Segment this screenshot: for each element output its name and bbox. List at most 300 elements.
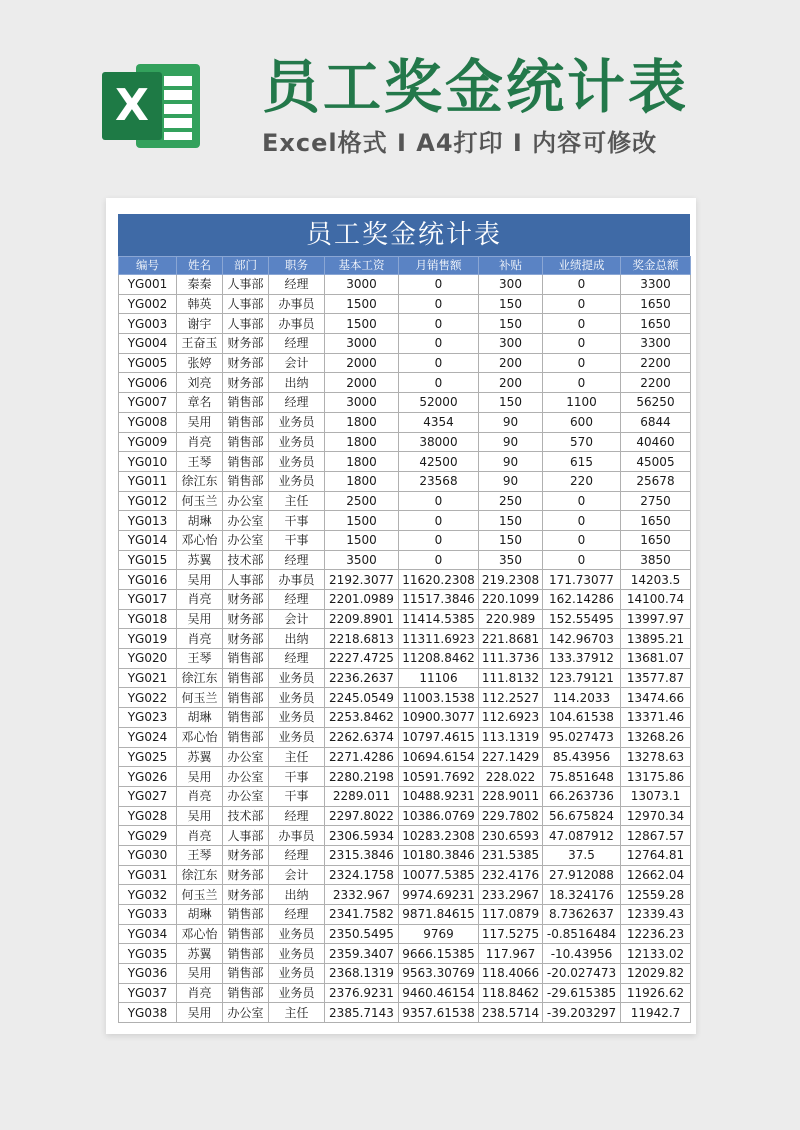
table-cell[interactable]: 1650 (621, 511, 691, 531)
table-cell[interactable]: 350 (479, 550, 543, 570)
table-cell[interactable]: YG035 (119, 944, 177, 964)
table-cell[interactable]: 11106 (399, 668, 479, 688)
table-cell[interactable]: 11517.3846 (399, 590, 479, 610)
table-cell[interactable]: 0 (399, 294, 479, 314)
table-cell[interactable]: 133.37912 (543, 649, 621, 669)
table-cell[interactable]: 经理 (269, 275, 325, 295)
table-cell[interactable]: 0 (543, 294, 621, 314)
table-cell[interactable]: 业务员 (269, 452, 325, 472)
table-cell[interactable]: 117.0879 (479, 905, 543, 925)
table-cell[interactable]: YG036 (119, 964, 177, 984)
table-cell[interactable]: YG009 (119, 432, 177, 452)
table-cell[interactable]: 销售部 (223, 708, 269, 728)
table-cell[interactable]: -39.203297 (543, 1003, 621, 1023)
table-cell[interactable]: YG018 (119, 609, 177, 629)
table-cell[interactable]: 干事 (269, 767, 325, 787)
table-cell[interactable]: 150 (479, 393, 543, 413)
table-cell[interactable]: 办公室 (223, 530, 269, 550)
table-cell[interactable]: 办公室 (223, 747, 269, 767)
table-cell[interactable]: 王琴 (177, 649, 223, 669)
table-cell[interactable]: 4354 (399, 412, 479, 432)
table-cell[interactable]: 10591.7692 (399, 767, 479, 787)
table-cell[interactable]: YG008 (119, 412, 177, 432)
table-cell[interactable]: 业务员 (269, 471, 325, 491)
table-cell[interactable]: 财务部 (223, 353, 269, 373)
table-cell[interactable]: 经理 (269, 905, 325, 925)
table-cell[interactable]: 经理 (269, 845, 325, 865)
table-cell[interactable]: 2332.967 (325, 885, 399, 905)
table-cell[interactable]: 18.324176 (543, 885, 621, 905)
table-cell[interactable]: 办事员 (269, 314, 325, 334)
table-cell[interactable]: YG005 (119, 353, 177, 373)
table-cell[interactable]: 13895.21 (621, 629, 691, 649)
table-cell[interactable]: 业务员 (269, 964, 325, 984)
table-cell[interactable]: 13577.87 (621, 668, 691, 688)
table-cell[interactable]: 11926.62 (621, 983, 691, 1003)
table-cell[interactable]: 财务部 (223, 865, 269, 885)
table-cell[interactable]: YG010 (119, 452, 177, 472)
table-cell[interactable]: 业务员 (269, 668, 325, 688)
table-cell[interactable]: 9871.84615 (399, 905, 479, 925)
table-cell[interactable]: 销售部 (223, 944, 269, 964)
table-cell[interactable]: 13278.63 (621, 747, 691, 767)
table-cell[interactable]: 2253.8462 (325, 708, 399, 728)
table-cell[interactable]: 23568 (399, 471, 479, 491)
table-cell[interactable]: 业务员 (269, 924, 325, 944)
table-cell[interactable]: 经理 (269, 393, 325, 413)
table-cell[interactable]: 10180.3846 (399, 845, 479, 865)
table-cell[interactable]: 10077.5385 (399, 865, 479, 885)
table-cell[interactable]: 2200 (621, 353, 691, 373)
table-cell[interactable]: 人事部 (223, 294, 269, 314)
table-cell[interactable]: 12029.82 (621, 964, 691, 984)
table-cell[interactable]: 干事 (269, 511, 325, 531)
table-cell[interactable]: 财务部 (223, 885, 269, 905)
table-cell[interactable]: 12339.43 (621, 905, 691, 925)
table-cell[interactable]: 2280.2198 (325, 767, 399, 787)
table-cell[interactable]: YG012 (119, 491, 177, 511)
table-cell[interactable]: 销售部 (223, 905, 269, 925)
table-cell[interactable]: 销售部 (223, 452, 269, 472)
table-cell[interactable]: 0 (543, 511, 621, 531)
table-cell[interactable]: 2000 (325, 353, 399, 373)
table-cell[interactable]: 112.2527 (479, 688, 543, 708)
table-cell[interactable]: 14100.74 (621, 590, 691, 610)
table-cell[interactable]: 150 (479, 530, 543, 550)
table-cell[interactable]: 张婷 (177, 353, 223, 373)
table-cell[interactable]: YG025 (119, 747, 177, 767)
table-cell[interactable]: 销售部 (223, 688, 269, 708)
table-cell[interactable]: 销售部 (223, 649, 269, 669)
table-cell[interactable]: 2200 (621, 373, 691, 393)
table-cell[interactable]: 0 (399, 530, 479, 550)
table-cell[interactable]: 300 (479, 275, 543, 295)
table-cell[interactable]: 300 (479, 334, 543, 354)
table-cell[interactable]: 227.1429 (479, 747, 543, 767)
table-cell[interactable]: 220.1099 (479, 590, 543, 610)
table-cell[interactable]: 1100 (543, 393, 621, 413)
table-cell[interactable]: 40460 (621, 432, 691, 452)
table-cell[interactable]: 0 (543, 550, 621, 570)
table-cell[interactable]: 600 (543, 412, 621, 432)
table-cell[interactable]: 66.263736 (543, 786, 621, 806)
table-cell[interactable]: 9563.30769 (399, 964, 479, 984)
table-cell[interactable]: 0 (543, 373, 621, 393)
table-cell[interactable]: 3850 (621, 550, 691, 570)
table-cell[interactable]: 9460.46154 (399, 983, 479, 1003)
table-cell[interactable]: YG013 (119, 511, 177, 531)
table-cell[interactable]: 主任 (269, 491, 325, 511)
table-cell[interactable]: 吴用 (177, 806, 223, 826)
table-cell[interactable]: 118.8462 (479, 983, 543, 1003)
table-cell[interactable]: 117.5275 (479, 924, 543, 944)
table-cell[interactable]: 胡琳 (177, 708, 223, 728)
table-cell[interactable]: 142.96703 (543, 629, 621, 649)
table-cell[interactable]: 干事 (269, 786, 325, 806)
table-cell[interactable]: YG006 (119, 373, 177, 393)
table-cell[interactable]: 2306.5934 (325, 826, 399, 846)
table-cell[interactable]: 经理 (269, 590, 325, 610)
table-cell[interactable]: 1500 (325, 511, 399, 531)
table-cell[interactable]: 1500 (325, 314, 399, 334)
table-cell[interactable]: YG014 (119, 530, 177, 550)
table-cell[interactable]: 技术部 (223, 806, 269, 826)
table-cell[interactable]: 0 (399, 314, 479, 334)
table-cell[interactable]: 570 (543, 432, 621, 452)
table-cell[interactable]: YG003 (119, 314, 177, 334)
table-cell[interactable]: 11620.2308 (399, 570, 479, 590)
table-cell[interactable]: 118.4066 (479, 964, 543, 984)
table-cell[interactable]: 办公室 (223, 767, 269, 787)
table-cell[interactable]: 12867.57 (621, 826, 691, 846)
table-cell[interactable]: 邓心怡 (177, 924, 223, 944)
table-cell[interactable]: 肖亮 (177, 629, 223, 649)
table-cell[interactable]: 9666.15385 (399, 944, 479, 964)
table-cell[interactable]: 42500 (399, 452, 479, 472)
table-cell[interactable]: 人事部 (223, 314, 269, 334)
table-cell[interactable]: 6844 (621, 412, 691, 432)
table-cell[interactable]: 刘亮 (177, 373, 223, 393)
table-cell[interactable]: 3000 (325, 275, 399, 295)
table-cell[interactable]: 220.989 (479, 609, 543, 629)
table-cell[interactable]: YG022 (119, 688, 177, 708)
table-cell[interactable]: 何玉兰 (177, 885, 223, 905)
table-cell[interactable]: 吴用 (177, 767, 223, 787)
table-cell[interactable]: 90 (479, 452, 543, 472)
table-cell[interactable]: 吴用 (177, 1003, 223, 1023)
table-cell[interactable]: 90 (479, 471, 543, 491)
table-cell[interactable]: YG016 (119, 570, 177, 590)
table-cell[interactable]: 2192.3077 (325, 570, 399, 590)
table-cell[interactable]: 13371.46 (621, 708, 691, 728)
table-cell[interactable]: 干事 (269, 530, 325, 550)
table-cell[interactable]: 1500 (325, 294, 399, 314)
table-cell[interactable]: 财务部 (223, 629, 269, 649)
table-cell[interactable]: 业务员 (269, 432, 325, 452)
table-cell[interactable]: 615 (543, 452, 621, 472)
table-cell[interactable]: 销售部 (223, 471, 269, 491)
table-cell[interactable]: 12559.28 (621, 885, 691, 905)
table-cell[interactable]: 2209.8901 (325, 609, 399, 629)
table-cell[interactable]: 75.851648 (543, 767, 621, 787)
table-cell[interactable]: 3300 (621, 334, 691, 354)
table-cell[interactable]: 2227.4725 (325, 649, 399, 669)
table-cell[interactable]: 221.8681 (479, 629, 543, 649)
table-cell[interactable]: 韩英 (177, 294, 223, 314)
table-cell[interactable]: 13474.66 (621, 688, 691, 708)
table-cell[interactable]: 150 (479, 314, 543, 334)
table-cell[interactable]: 会计 (269, 353, 325, 373)
table-cell[interactable]: YG034 (119, 924, 177, 944)
table-cell[interactable]: 0 (543, 353, 621, 373)
table-cell[interactable]: 12662.04 (621, 865, 691, 885)
table-cell[interactable]: 12764.81 (621, 845, 691, 865)
table-cell[interactable]: YG001 (119, 275, 177, 295)
table-cell[interactable]: YG002 (119, 294, 177, 314)
table-cell[interactable]: 1800 (325, 452, 399, 472)
table-cell[interactable]: 56.675824 (543, 806, 621, 826)
table-cell[interactable]: 150 (479, 294, 543, 314)
table-cell[interactable]: 85.43956 (543, 747, 621, 767)
table-cell[interactable]: 2376.9231 (325, 983, 399, 1003)
table-cell[interactable]: 231.5385 (479, 845, 543, 865)
table-cell[interactable]: 肖亮 (177, 432, 223, 452)
table-cell[interactable]: 肖亮 (177, 786, 223, 806)
table-cell[interactable]: YG015 (119, 550, 177, 570)
table-cell[interactable]: 1800 (325, 432, 399, 452)
table-cell[interactable]: 152.55495 (543, 609, 621, 629)
table-cell[interactable]: 业务员 (269, 983, 325, 1003)
table-cell[interactable]: 办事员 (269, 570, 325, 590)
table-cell[interactable]: 2324.1758 (325, 865, 399, 885)
table-cell[interactable]: 13681.07 (621, 649, 691, 669)
table-cell[interactable]: 233.2967 (479, 885, 543, 905)
table-cell[interactable]: 117.967 (479, 944, 543, 964)
table-cell[interactable]: 出纳 (269, 373, 325, 393)
table-cell[interactable]: 1650 (621, 294, 691, 314)
table-cell[interactable]: 财务部 (223, 334, 269, 354)
table-cell[interactable]: 12970.34 (621, 806, 691, 826)
table-cell[interactable]: -0.8516484 (543, 924, 621, 944)
table-cell[interactable]: 会计 (269, 609, 325, 629)
table-cell[interactable]: 2218.6813 (325, 629, 399, 649)
table-cell[interactable]: 56250 (621, 393, 691, 413)
table-cell[interactable]: 肖亮 (177, 983, 223, 1003)
table-cell[interactable]: 经理 (269, 806, 325, 826)
table-cell[interactable]: 2368.1319 (325, 964, 399, 984)
table-cell[interactable]: 95.027473 (543, 727, 621, 747)
table-cell[interactable]: 0 (543, 334, 621, 354)
table-cell[interactable]: 10283.2308 (399, 826, 479, 846)
table-cell[interactable]: YG024 (119, 727, 177, 747)
table-cell[interactable]: YG029 (119, 826, 177, 846)
table-cell[interactable]: YG021 (119, 668, 177, 688)
table-cell[interactable]: 0 (399, 373, 479, 393)
table-cell[interactable]: -29.615385 (543, 983, 621, 1003)
table-cell[interactable]: 162.14286 (543, 590, 621, 610)
table-cell[interactable]: 主任 (269, 1003, 325, 1023)
table-cell[interactable]: 2236.2637 (325, 668, 399, 688)
table-cell[interactable]: YG017 (119, 590, 177, 610)
table-cell[interactable]: 14203.5 (621, 570, 691, 590)
table-cell[interactable]: 胡琳 (177, 511, 223, 531)
table-cell[interactable]: 谢宇 (177, 314, 223, 334)
table-cell[interactable]: 销售部 (223, 924, 269, 944)
table-cell[interactable]: 办公室 (223, 1003, 269, 1023)
table-cell[interactable]: 经理 (269, 550, 325, 570)
table-cell[interactable]: 1800 (325, 471, 399, 491)
table-cell[interactable]: 苏翼 (177, 944, 223, 964)
table-cell[interactable]: 销售部 (223, 393, 269, 413)
table-cell[interactable]: 秦秦 (177, 275, 223, 295)
table-cell[interactable]: 出纳 (269, 885, 325, 905)
table-cell[interactable]: 2262.6374 (325, 727, 399, 747)
table-cell[interactable]: 11003.1538 (399, 688, 479, 708)
table-cell[interactable]: 228.022 (479, 767, 543, 787)
table-cell[interactable]: YG037 (119, 983, 177, 1003)
table-cell[interactable]: 业务员 (269, 688, 325, 708)
table-cell[interactable]: 10900.3077 (399, 708, 479, 728)
table-cell[interactable]: 228.9011 (479, 786, 543, 806)
table-cell[interactable]: 2341.7582 (325, 905, 399, 925)
table-cell[interactable]: YG026 (119, 767, 177, 787)
table-cell[interactable]: 0 (399, 491, 479, 511)
table-cell[interactable]: 人事部 (223, 275, 269, 295)
table-cell[interactable]: 何玉兰 (177, 688, 223, 708)
table-cell[interactable]: -20.027473 (543, 964, 621, 984)
table-cell[interactable]: 徐江东 (177, 471, 223, 491)
table-cell[interactable]: 苏翼 (177, 747, 223, 767)
table-cell[interactable]: 业务员 (269, 727, 325, 747)
table-cell[interactable]: 人事部 (223, 570, 269, 590)
table-cell[interactable]: 12133.02 (621, 944, 691, 964)
table-cell[interactable]: YG033 (119, 905, 177, 925)
table-cell[interactable]: 办公室 (223, 786, 269, 806)
table-cell[interactable]: 113.1319 (479, 727, 543, 747)
table-cell[interactable]: 技术部 (223, 550, 269, 570)
table-cell[interactable]: 38000 (399, 432, 479, 452)
table-cell[interactable]: 2359.3407 (325, 944, 399, 964)
table-cell[interactable]: 销售部 (223, 964, 269, 984)
table-cell[interactable]: 1500 (325, 530, 399, 550)
table-cell[interactable]: 0 (399, 275, 479, 295)
table-cell[interactable]: YG028 (119, 806, 177, 826)
table-cell[interactable]: 何玉兰 (177, 491, 223, 511)
table-cell[interactable]: YG020 (119, 649, 177, 669)
table-cell[interactable]: 办事员 (269, 294, 325, 314)
table-cell[interactable]: YG032 (119, 885, 177, 905)
table-cell[interactable]: 8.7362637 (543, 905, 621, 925)
table-cell[interactable]: 业务员 (269, 944, 325, 964)
table-cell[interactable]: 2315.3846 (325, 845, 399, 865)
table-cell[interactable]: 220 (543, 471, 621, 491)
table-cell[interactable]: 12236.23 (621, 924, 691, 944)
table-cell[interactable]: 吴用 (177, 570, 223, 590)
table-cell[interactable]: 111.3736 (479, 649, 543, 669)
table-cell[interactable]: 肖亮 (177, 590, 223, 610)
table-cell[interactable]: 2245.0549 (325, 688, 399, 708)
table-cell[interactable]: 人事部 (223, 826, 269, 846)
table-cell[interactable]: 25678 (621, 471, 691, 491)
table-cell[interactable]: 2500 (325, 491, 399, 511)
table-cell[interactable]: 10488.9231 (399, 786, 479, 806)
table-cell[interactable]: 171.73077 (543, 570, 621, 590)
table-cell[interactable]: YG019 (119, 629, 177, 649)
table-cell[interactable]: 111.8132 (479, 668, 543, 688)
table-cell[interactable]: 9357.61538 (399, 1003, 479, 1023)
table-cell[interactable]: 2297.8022 (325, 806, 399, 826)
table-cell[interactable]: 会计 (269, 865, 325, 885)
table-cell[interactable]: 10694.6154 (399, 747, 479, 767)
table-cell[interactable]: 10797.4615 (399, 727, 479, 747)
table-cell[interactable]: 0 (399, 511, 479, 531)
table-cell[interactable]: 250 (479, 491, 543, 511)
table-cell[interactable]: 200 (479, 353, 543, 373)
table-cell[interactable]: 11311.6923 (399, 629, 479, 649)
table-cell[interactable]: 徐江东 (177, 668, 223, 688)
table-cell[interactable]: 财务部 (223, 845, 269, 865)
table-cell[interactable]: 0 (543, 275, 621, 295)
table-cell[interactable]: 11208.8462 (399, 649, 479, 669)
table-cell[interactable]: 出纳 (269, 629, 325, 649)
table-cell[interactable]: 王琴 (177, 845, 223, 865)
table-cell[interactable]: 13268.26 (621, 727, 691, 747)
table-cell[interactable]: 财务部 (223, 590, 269, 610)
table-cell[interactable]: 2385.7143 (325, 1003, 399, 1023)
table-cell[interactable]: 胡琳 (177, 905, 223, 925)
table-cell[interactable]: 229.7802 (479, 806, 543, 826)
table-cell[interactable]: 0 (399, 353, 479, 373)
table-cell[interactable]: 13997.97 (621, 609, 691, 629)
table-cell[interactable]: 47.087912 (543, 826, 621, 846)
table-cell[interactable]: 238.5714 (479, 1003, 543, 1023)
table-cell[interactable]: 0 (399, 550, 479, 570)
table-cell[interactable]: YG007 (119, 393, 177, 413)
table-cell[interactable]: 2271.4286 (325, 747, 399, 767)
table-cell[interactable]: 3300 (621, 275, 691, 295)
table-cell[interactable]: 办公室 (223, 491, 269, 511)
table-cell[interactable]: 10386.0769 (399, 806, 479, 826)
table-cell[interactable]: 销售部 (223, 983, 269, 1003)
table-cell[interactable]: YG030 (119, 845, 177, 865)
table-cell[interactable]: 邓心怡 (177, 530, 223, 550)
table-cell[interactable]: 104.61538 (543, 708, 621, 728)
table-cell[interactable]: 2750 (621, 491, 691, 511)
table-cell[interactable]: 办公室 (223, 511, 269, 531)
table-cell[interactable]: 13073.1 (621, 786, 691, 806)
table-cell[interactable]: 吴用 (177, 412, 223, 432)
table-cell[interactable]: 王琴 (177, 452, 223, 472)
table-cell[interactable]: 112.6923 (479, 708, 543, 728)
table-cell[interactable]: 2289.011 (325, 786, 399, 806)
table-cell[interactable]: YG038 (119, 1003, 177, 1023)
table-cell[interactable]: 经理 (269, 334, 325, 354)
table-cell[interactable]: 肖亮 (177, 826, 223, 846)
table-cell[interactable]: 邓心怡 (177, 727, 223, 747)
table-cell[interactable]: 0 (543, 491, 621, 511)
table-cell[interactable]: YG004 (119, 334, 177, 354)
table-cell[interactable]: 13175.86 (621, 767, 691, 787)
table-cell[interactable]: 2000 (325, 373, 399, 393)
table-cell[interactable]: 办事员 (269, 826, 325, 846)
table-cell[interactable]: 1650 (621, 314, 691, 334)
table-cell[interactable]: 王奋玉 (177, 334, 223, 354)
table-cell[interactable]: 230.6593 (479, 826, 543, 846)
table-cell[interactable]: 11414.5385 (399, 609, 479, 629)
table-cell[interactable]: 销售部 (223, 668, 269, 688)
table-cell[interactable]: 主任 (269, 747, 325, 767)
table-cell[interactable]: 1800 (325, 412, 399, 432)
